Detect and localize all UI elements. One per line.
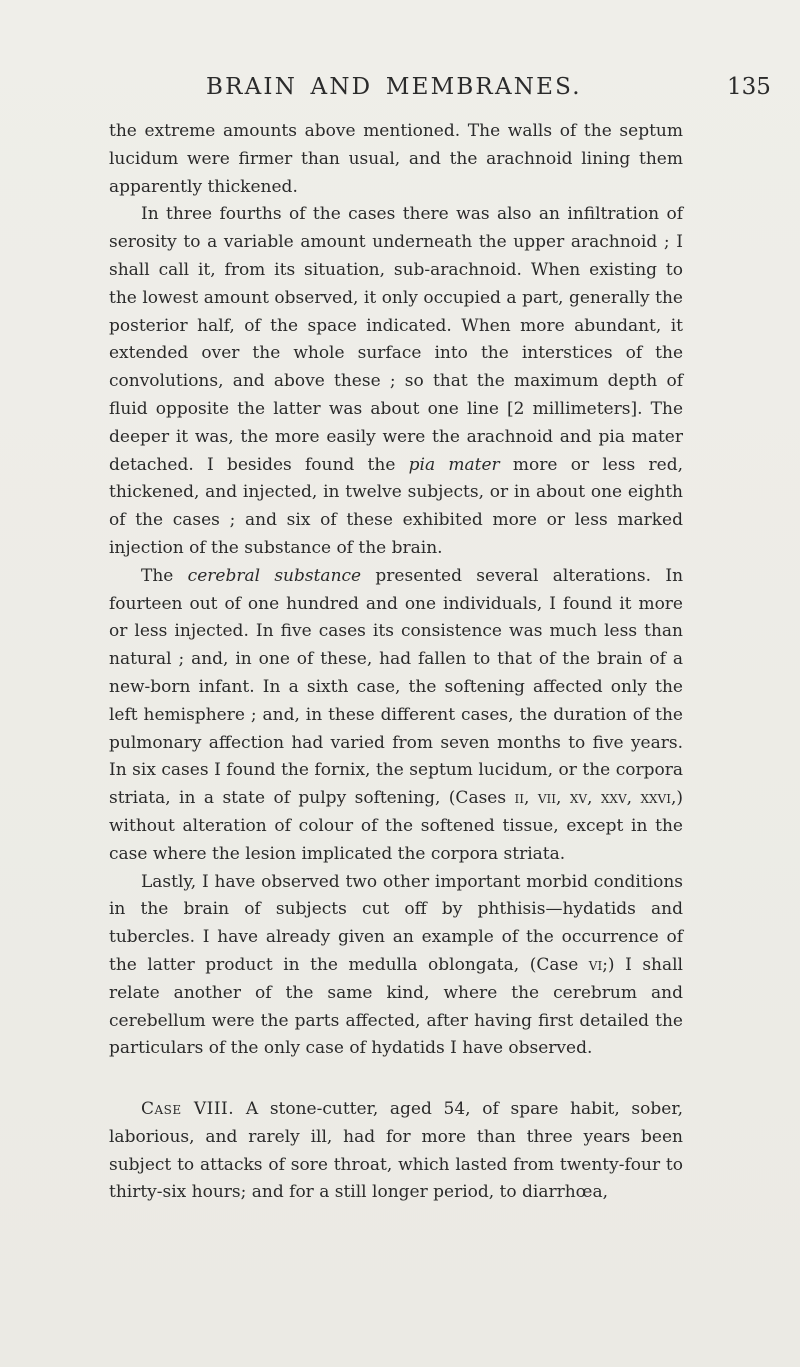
paragraph-cerebral-substance (109, 563, 683, 869)
paragraph-lead: The (141, 565, 174, 586)
paragraph-continuation (109, 118, 683, 201)
paragraph-text: more or less red, thickened, and injected, in twelve subjects, or in about one eighth of the cases ; and six of these exhibited more or less marked injection of the substance of the brain. (109, 454, 684, 558)
paragraph-serosity (109, 201, 683, 562)
case-label: Case VIII. (141, 1099, 235, 1120)
page-number: 135 (727, 74, 771, 100)
paragraph-text: In three fourths of the cases there was also an infiltration of serosity to a variable amount underneath the upper arachnoid ; I shall call it, from its situation, sub-arachnoid. When existing to the lowest amount observed, it only occupied a part, generally the posterior half, of the space indicated. When more abundant, it extended over the whole surface into the interstices of the convolutions, and above these ; so that the maximum depth of fluid opposite the latter was about one line [2 millimeters]. The deeper it was, the more easily were the arachnoid and pia mater detached. (109, 204, 683, 475)
paragraph-hydatids (109, 869, 683, 1064)
paragraph-text: Lastly, I have observed two other important morbid conditions in the brain of subjects cut off by phthisis—hydatids and tubercles. I have already given an example of the occurrence of the latter product in the medulla oblongata, (Case (109, 871, 683, 975)
emphasis-term: cerebral substance (187, 565, 362, 586)
paragraph-case-viii (109, 1096, 683, 1207)
paragraph-text: A stone-cutter, aged 54, of spare habit, sober, laborious, and rarely ill, had for more than three years been subject to attacks of sore throat, which lasted from twenty-four to thirty-six hours; and for a still longer period, to diarrhœa, (109, 1099, 683, 1203)
case-references: ii, vii, xv, xxv, xxvi, (514, 788, 677, 809)
running-title: BRAIN AND MEMBRANES. (206, 74, 582, 100)
emphasis-term: pia mater (408, 454, 500, 475)
paragraph-text: I besides found the (207, 454, 396, 475)
case-reference: vi (588, 954, 603, 975)
body-text (109, 118, 683, 1207)
paragraph-text: ;) I shall relate another of the same kind, where the cerebrum and cerebellum were the parts affected, after having first detailed the particulars of the only case of hydatids I have observed. (109, 954, 683, 1059)
paragraph-text: the extreme amounts above mentioned. The walls of the septum lucidum were firmer than usual, and the arachnoid lining them apparently thickened. (109, 121, 683, 197)
paragraph-text: presented several alterations. In fourteen out of one hundred and one individuals, I found it more or less injected. In five cases its consistence was much less than natural ; and, in one of these, had fallen to that of the brain of a new-born infant. In a sixth case, the softening affected only the left hemisphere ; and, in these different cases, the duration of the pulmonary affection had varied from seven months to five years. In six cases I found the fornix, the septum lucidum, or the corpora striata, in a state of pulpy softening, (Cases (109, 565, 684, 809)
running-head (0, 74, 800, 104)
paragraph-text: ) without alteration of colour of the softened tissue, except in the case where the lesion implicated the corpora striata. (109, 788, 684, 864)
